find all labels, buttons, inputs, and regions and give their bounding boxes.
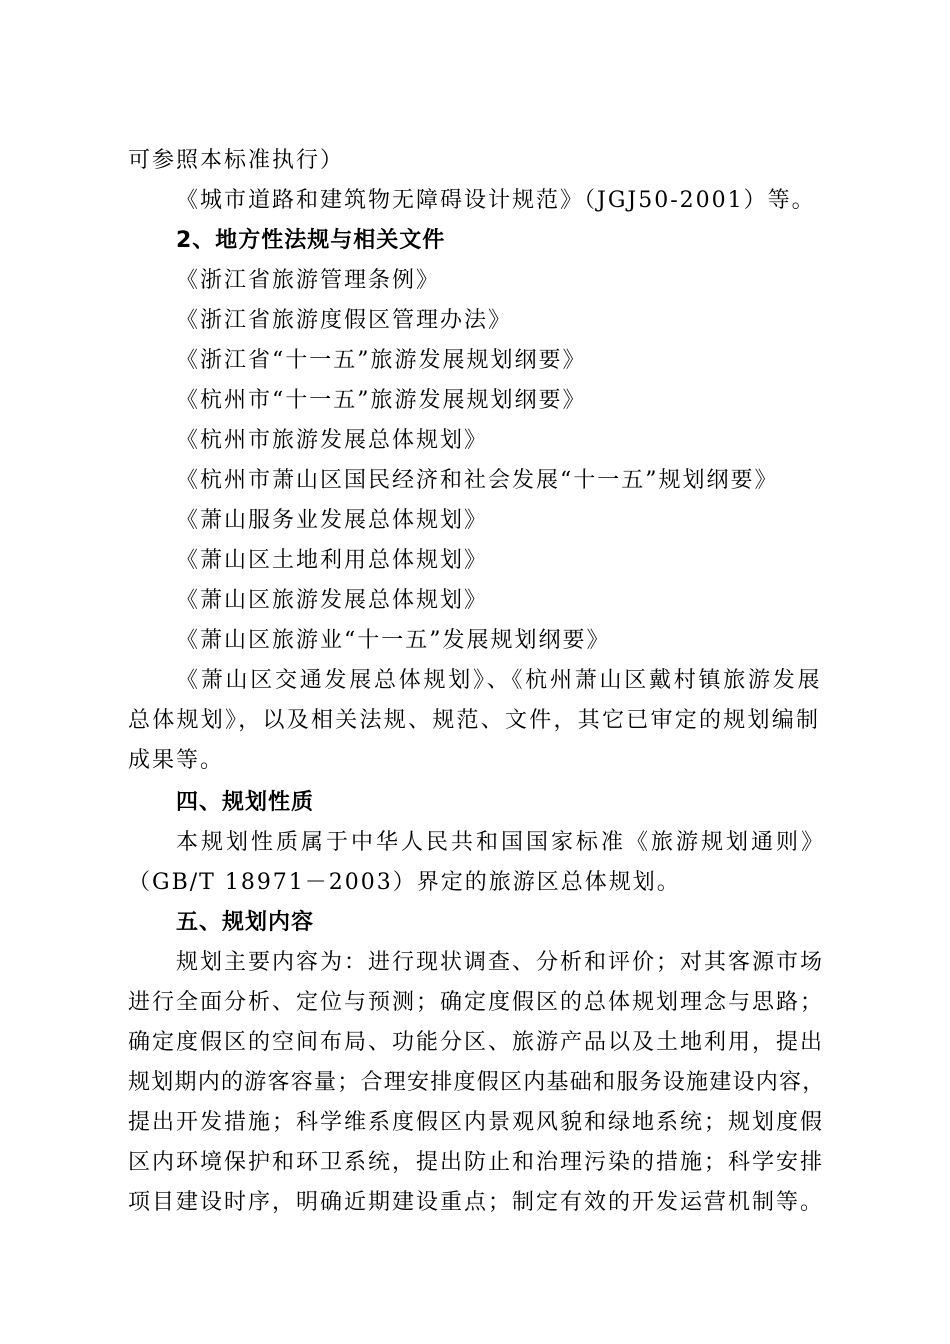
text-line: 可参照本标准执行） xyxy=(128,148,345,173)
paragraph-line: 提出开发措施；科学维系度假区内景观风貌和绿地系统；规划度假 xyxy=(128,1110,825,1135)
list-item: 《萧山区旅游发展总体规划》 xyxy=(176,588,489,613)
paragraph-line: 《萧山区交通发展总体规划》、《杭州萧山区戴村镇旅游发展 xyxy=(176,668,823,693)
paragraph-line: 总体规划》，以及相关法规、规范、文件，其它已审定的规划编制 xyxy=(128,708,821,733)
list-item: 《萧山服务业发展总体规划》 xyxy=(176,508,489,533)
list-item: 《浙江省旅游度假区管理办法》 xyxy=(176,308,513,333)
list-item: 《浙江省“十一五”旅游发展规划纲要》 xyxy=(176,348,587,373)
section-heading: 五、规划内容 xyxy=(176,910,315,935)
paragraph-line: 项目建设时序，明确近期建设重点；制定有效的开发运营机制等。 xyxy=(128,1190,825,1215)
section-heading: 四、规划性质 xyxy=(176,790,315,815)
text-line: 《城市道路和建筑物无障碍设计规范》（JGJ50-2001）等。 xyxy=(176,188,816,213)
list-item: 《浙江省旅游管理条例》 xyxy=(176,268,441,293)
section-heading: 2、地方性法规与相关文件 xyxy=(176,228,446,253)
paragraph-line: 区内环境保护和环卫系统，提出防止和治理污染的措施；科学安排 xyxy=(128,1150,825,1175)
paragraph-line: 确定度假区的空间布局、功能分区、旅游产品以及土地利用，提出 xyxy=(128,1030,825,1055)
list-item: 《杭州市“十一五”旅游发展规划纲要》 xyxy=(176,388,587,413)
list-item: 《萧山区旅游业“十一五”发展规划纲要》 xyxy=(176,628,611,653)
paragraph-line: 规划期内的游客容量；合理安排度假区内基础和服务设施建设内容， xyxy=(128,1070,826,1095)
list-item: 《杭州市萧山区国民经济和社会发展“十一五”规划纲要》 xyxy=(176,468,779,493)
list-item: 《杭州市旅游发展总体规划》 xyxy=(176,428,489,453)
paragraph-line: 进行全面分析、定位与预测；确定度假区的总体规划理念与思路； xyxy=(128,990,825,1015)
paragraph-line: 本规划性质属于中华人民共和国国家标准《旅游规划通则》 xyxy=(176,830,827,855)
paragraph-line: 规划主要内容为：进行现状调查、分析和评价；对其客源市场 xyxy=(176,950,825,975)
paragraph-line: 成果等。 xyxy=(128,748,225,773)
paragraph-line: （GB/T 18971－2003）界定的旅游区总体规划。 xyxy=(128,870,681,895)
list-item: 《萧山区土地利用总体规划》 xyxy=(176,548,489,573)
